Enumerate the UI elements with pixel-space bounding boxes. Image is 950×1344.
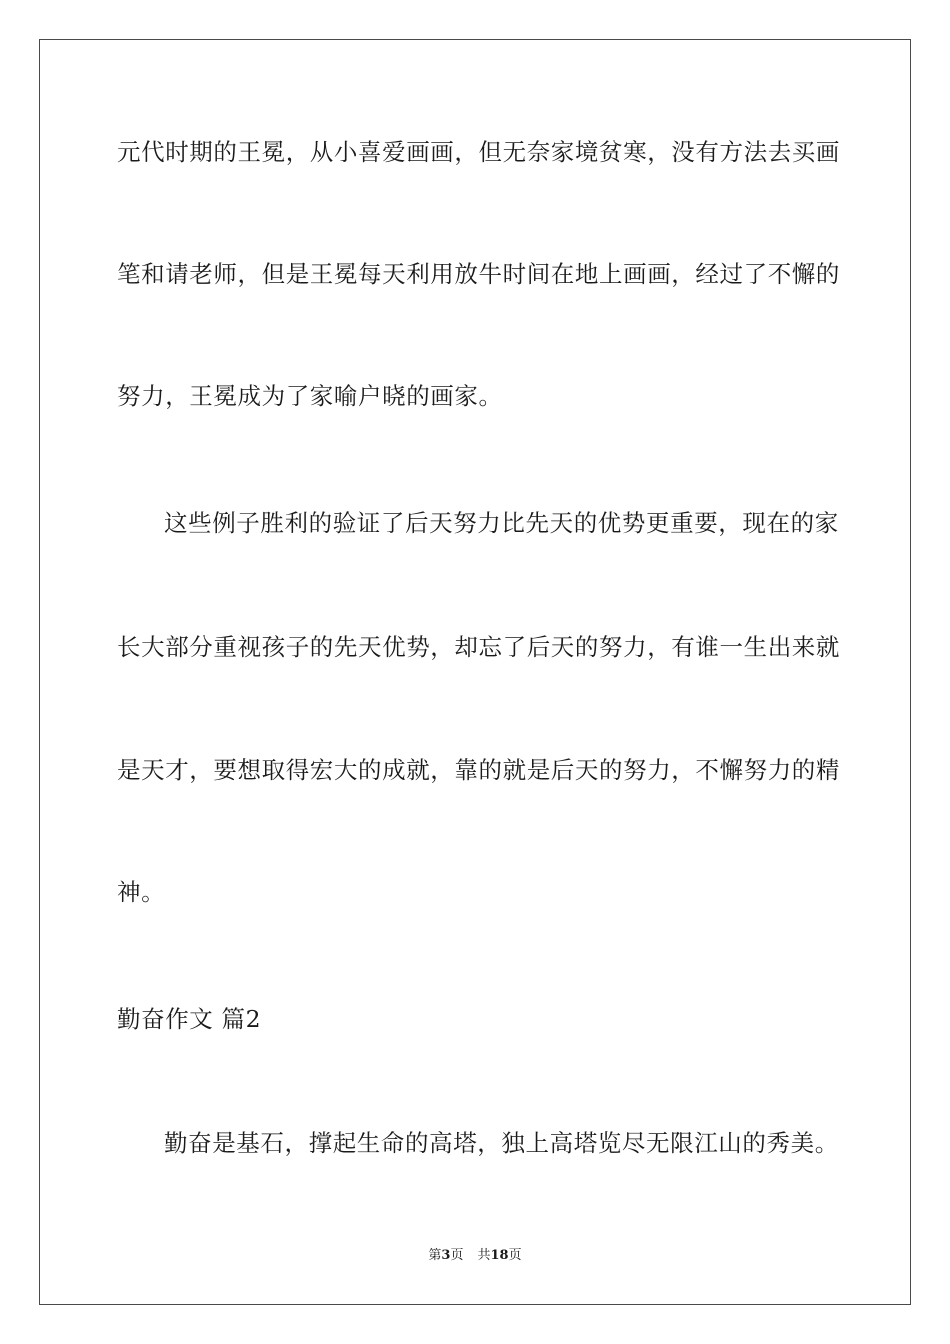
- body-text-line: 这些例子胜利的验证了后天努力比先天的优势更重要，现在的家: [164, 509, 839, 537]
- total-page-count: 18: [490, 1248, 509, 1263]
- footer-total-prefix: 共: [477, 1248, 491, 1263]
- body-text-line: 努力，王冕成为了家喻户晓的画家。: [117, 382, 503, 410]
- body-text-line: 神。: [117, 878, 166, 906]
- body-text-line: 笔和请老师，但是王冕每天利用放牛时间在地上画画，经过了不懈的: [117, 260, 840, 288]
- page-number-footer: [0, 1247, 950, 1265]
- body-text-line: 勤奋是基石，撑起生命的高塔，独上高塔览尽无限江山的秀美。: [164, 1129, 839, 1157]
- current-page-number: 3: [441, 1248, 451, 1263]
- body-text-line: 长大部分重视孩子的先天优势，却忘了后天的努力，有谁一生出来就: [117, 633, 840, 661]
- body-text-line: 是天才，要想取得宏大的成就，靠的就是后天的努力，不懈努力的精: [117, 756, 840, 784]
- footer-total-unit: 页: [508, 1248, 522, 1263]
- footer-prefix: 第: [428, 1248, 442, 1263]
- page-border: [39, 39, 911, 1305]
- body-text-line: 元代时期的王冕，从小喜爱画画，但无奈家境贫寒，没有方法去买画: [117, 138, 840, 166]
- footer-page-unit: 页: [450, 1248, 464, 1263]
- section-heading: 勤奋作文 篇2: [117, 1005, 262, 1033]
